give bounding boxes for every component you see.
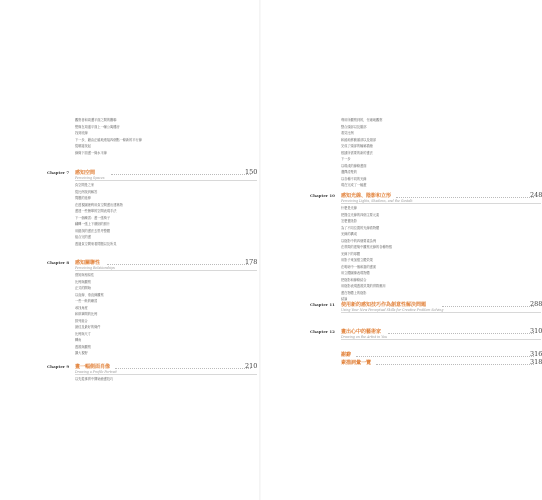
list-item: 用影子來加強立體效果 bbox=[341, 258, 373, 262]
leader-dots bbox=[376, 363, 534, 365]
list-item: 怎麼畫陰影 bbox=[341, 219, 357, 223]
chapter-label: Chapter 12 bbox=[310, 329, 335, 334]
list-item: 排列組合 bbox=[75, 318, 88, 323]
list-item: 比例與觀察 bbox=[75, 279, 91, 284]
list-item: 完成了頭部的輪廓描繪 bbox=[341, 144, 373, 148]
list-item: 透視與觀察 bbox=[75, 344, 91, 349]
leader-dots bbox=[442, 305, 534, 307]
list-item: 和緩地移動頭部以及頸部 bbox=[341, 137, 377, 142]
list-item: 畫在物體上的陰影 bbox=[341, 290, 367, 295]
list-item: 根據所需要的新的畫法 bbox=[341, 150, 373, 155]
list-item: 結論 bbox=[341, 297, 348, 301]
divider bbox=[75, 374, 257, 375]
list-item: 現在完成了一幅畫 bbox=[341, 183, 367, 187]
divider bbox=[75, 270, 257, 271]
leader-dots bbox=[111, 173, 251, 175]
list-item: 透過負空間來看問題以及所見 bbox=[75, 241, 117, 246]
list-item: 光線下的球體 bbox=[341, 251, 361, 256]
list-item: 整合頭部以及臉部 bbox=[341, 124, 367, 129]
chapter-title: 使用新的感知技巧作為創意性解決問題 bbox=[341, 302, 427, 308]
leader-dots bbox=[115, 367, 251, 369]
right-intro-list bbox=[341, 117, 382, 189]
section-title: 謝辭 bbox=[341, 352, 352, 358]
list-item: 在透視圖裡利用負空間畫出建築物 bbox=[75, 202, 123, 207]
list-item: 在明暗中一個和諧的畫面 bbox=[341, 264, 377, 269]
leader-dots bbox=[107, 263, 251, 265]
list-item: 擴大視野 bbox=[75, 351, 88, 355]
list-item: 找到底線 bbox=[75, 131, 88, 135]
list-item: 從比例找到解答 bbox=[75, 189, 98, 194]
list-item: 以陰影中的四個要素為例 bbox=[341, 238, 377, 243]
chapter-label: Chapter 9 bbox=[47, 364, 70, 369]
list-item: 把握住光線的四個主要元素 bbox=[341, 212, 380, 217]
list-item: 最佳及最好的條件 bbox=[75, 325, 101, 329]
list-item: 用陰影表現透視效果的實際應用 bbox=[341, 284, 386, 288]
chapter-title: 感知光線、陰影和立形 bbox=[341, 193, 392, 199]
list-item: 光線的構成 bbox=[341, 232, 357, 236]
chapter-english-subtitle: Perceiving Relationships bbox=[75, 266, 115, 270]
divider bbox=[341, 312, 541, 313]
list-item: 和紙筆間的比例 bbox=[75, 312, 98, 316]
chapter-label: Chapter 10 bbox=[310, 193, 335, 198]
chapter-page-number: 210 bbox=[245, 362, 258, 370]
list-item: 看見比例 bbox=[341, 131, 354, 135]
chapter-label: Chapter 8 bbox=[47, 260, 70, 265]
chapter-7-sections bbox=[75, 182, 123, 247]
list-item: 下一步，藉由正確地連接四個點一條新的平行線 bbox=[75, 137, 142, 142]
chapter-page-number: 178 bbox=[245, 258, 258, 266]
chapter-title: 感知關聯性 bbox=[75, 260, 101, 266]
chapter-english-subtitle: Perceiving Spaces bbox=[75, 176, 105, 180]
chapter-title: 畫出心中的藝術家 bbox=[341, 329, 382, 335]
list-item: 以現成的線條畫面 bbox=[341, 163, 367, 168]
chapter-page-number: 288 bbox=[530, 300, 542, 308]
chapter-english-subtitle: Using Your New Perceptual Skills for Creative Problem Solving bbox=[341, 308, 444, 312]
divider bbox=[341, 339, 541, 340]
list-item: 用錯誤的畫法去思考整體 bbox=[75, 228, 111, 233]
list-item: 什麼是光線 bbox=[341, 206, 357, 210]
divider bbox=[341, 203, 541, 204]
chapter-title: 感知空間 bbox=[75, 170, 96, 176]
list-item: 把陰影和線條結合 bbox=[341, 277, 367, 282]
leader-dots bbox=[396, 196, 534, 198]
chapter-english-subtitle: Drawing a Profile Portrait bbox=[75, 370, 117, 374]
list-item: 選擇清楚的 bbox=[341, 170, 357, 174]
list-item: 下一個練習：畫一張椅子 bbox=[75, 215, 111, 220]
list-item: 為了不同位置的光線看物體 bbox=[341, 225, 380, 230]
chapter-page-number: 310 bbox=[530, 327, 542, 335]
list-item: 利用所觀察到的，仔細地觀察 bbox=[341, 118, 383, 122]
leader-dots bbox=[356, 355, 534, 357]
list-item: 翻轉一張上下顛倒的照片 bbox=[75, 222, 111, 226]
chapter-10-sections bbox=[341, 205, 392, 303]
chapter-8-sections bbox=[75, 272, 104, 357]
list-item: 從哪邊找起 bbox=[75, 144, 91, 148]
list-item: 以直線、垂直線觀察 bbox=[75, 292, 104, 297]
chapter-label: Chapter 11 bbox=[310, 302, 335, 307]
divider bbox=[75, 180, 257, 181]
list-item: 比例與尺寸 bbox=[75, 331, 91, 336]
right-page bbox=[260, 0, 542, 500]
chapter-9-sections bbox=[75, 376, 113, 383]
list-item: 以先從事實中開始繪畫技巧 bbox=[75, 377, 114, 381]
section-page-number: 316 bbox=[530, 350, 542, 358]
chapter-page-number: 248 bbox=[530, 191, 542, 199]
list-item: 觀察者和周遭平面之間的關聯 bbox=[75, 118, 117, 122]
chapter-label: Chapter 7 bbox=[47, 170, 70, 175]
leader-dots bbox=[388, 332, 534, 334]
list-item: 在實際的建築中觀察光線的各種特徵 bbox=[341, 245, 392, 249]
list-item: 負空間是之家 bbox=[75, 183, 95, 187]
chapter-page-number: 150 bbox=[245, 168, 258, 176]
left-intro-list bbox=[75, 117, 142, 156]
list-item: 轉角 bbox=[75, 338, 82, 342]
list-item: 以各種不同的光線 bbox=[341, 176, 367, 181]
list-item: 一些一般的練習 bbox=[75, 299, 98, 303]
section-title: 素描詞彙一覽 bbox=[341, 360, 372, 366]
list-item: 感知與相似性 bbox=[75, 273, 95, 277]
list-item: 線條下面畫一條水平線 bbox=[75, 150, 107, 155]
list-item: 正式的開始 bbox=[75, 286, 91, 290]
section-page-number: 318 bbox=[530, 358, 542, 366]
list-item: 尋找角度 bbox=[75, 305, 88, 310]
list-item: 組合完的畫 bbox=[75, 235, 91, 239]
chapter-english-subtitle: Drawing on the Artist in You bbox=[341, 335, 387, 339]
chapter-english-subtitle: Perceiving Lights, Shadows, and the Gestalt bbox=[341, 199, 413, 203]
list-item: 問題的延伸 bbox=[75, 196, 91, 200]
list-item: 用立體圖像表現物體 bbox=[341, 271, 370, 275]
list-item: 下一步 bbox=[341, 157, 351, 161]
list-item: 畫建一些簡單的空間表現手法 bbox=[75, 209, 117, 213]
list-item: 想像在周邊平面上一幢公寓樓房 bbox=[75, 124, 120, 129]
left-page bbox=[0, 0, 260, 500]
chapter-title: 畫一幅側面肖像 bbox=[75, 364, 111, 370]
